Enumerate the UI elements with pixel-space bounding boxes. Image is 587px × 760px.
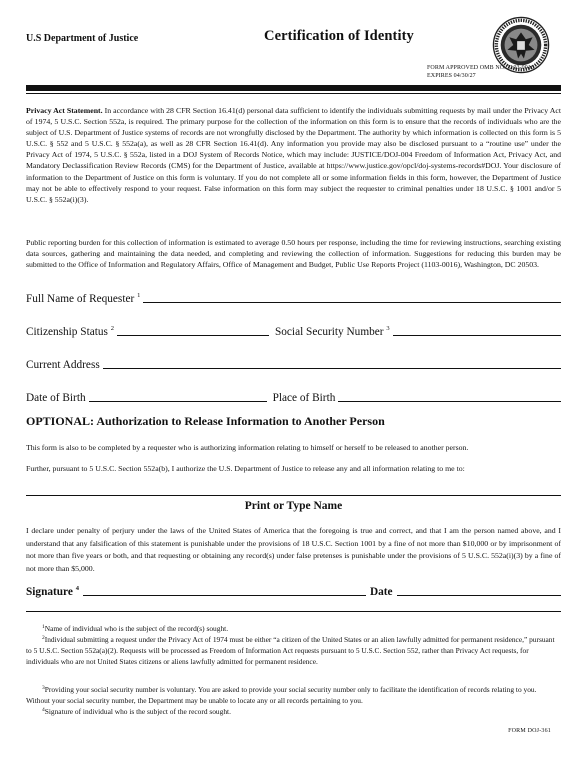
ssn-field[interactable] [393,335,561,336]
ssn-label: Social Security Number $^3$ [274,325,390,338]
full-name-label: Full Name of Requester $^1$ [26,292,141,305]
address-label: Current Address [26,359,100,371]
agency-name: U.S Department of Justice [26,33,139,44]
citizenship-ssn-row [26,320,561,338]
optional-line-1: This form is also to be completed by a requester who is authorizing information relating to himself or herself to be released to another person. [26,443,469,452]
perjury-declaration: I declare under penalty of perjury under the laws of the United States of America that the foregoing is true and correct, and that I am the person named above, and I understand that any falsification of this statement is punishable under the provisions of 18 U.S.C. Section 1001 by a fine of not more than $10,000 or by imprisonment of not more than five years or both, and that requesting or obtaining any record(s) under false pretenses is punishable under the provisions of 5 U.S.C. 552a(i)(3) by a fine of not more than $5,000. [26,526,561,573]
signature-row [26,580,561,598]
omb-approval [427,64,534,80]
citizenship-label: Citizenship Status $^2$ [26,325,114,338]
signature-divider [26,611,561,612]
optional-line-2: Further, pursuant to 5 U.S.C. Section 552a(b), I authorize the U.S. Department of Justice to release any and all information relating to me to: [26,464,465,473]
address-field[interactable] [103,368,561,369]
full-name-field[interactable] [143,302,561,303]
form-number: FORM DOJ-361 [508,728,551,734]
birth-row [26,386,561,404]
privacy-act-lead: Privacy Act Statement. [26,106,103,115]
privacy-act-statement [26,105,561,205]
form-title: Certification of Identity [264,28,414,44]
footnote-3: $^3$Providing your social security number is voluntary. You are asked to provide your social security number only to facilitate the identification of records relating to you. Without your social security number, the Department may be unable to locate any or all records pertaining to you. [26,685,537,705]
omb-expiration: EXPIRES 04/30/27 [427,73,476,79]
address-row [26,353,561,371]
date-field[interactable] [397,595,561,596]
full-name-row [26,287,561,305]
date-label: Date [369,586,393,598]
privacy-act-body: In accordance with 28 CFR Section 16.41(d) personal data sufficient to identify the individuals submitting requests by mail under the Privacy Act of 1974, 5 U.S.C. Section 552a, is required. The primary purpose for the collection of the information on this form is to ensure that the records of individuals who are the subject of U.S. Department of Justice systems of records are not wrongfully disclosed by the Department. The authority by which information is collected on this form is 5 U.S.C. § 552 and 5 U.S.C. § 552a(a), as well as 28 CFR Section 16.41(d). Any information you provide may also be disclosed pursuant to a “routine use” under the Privacy Act of 1974, 5 U.S.C. § 552a, listed in a DOJ System of Records Notice, which may include: JUSTICE/DOJ-004 Freedom of Information Act, Privacy Act, and Mandatory Declassification Review Records (CMS) for the Department of Justice, available at https://www.justice.gov/opcl/doj-systems-records#DOJ. Your disclosure of information to the Department of Justice on this form is voluntary. If you do not complete all or some information fields in this form, however, the Department of Justice may not be able to effectively respond to your request. False information on this form may subject the requester to criminal penalties under 18 U.S.C. § 1001 and/or 5 U.S.C. § 552a(i)(3). [26,106,561,204]
pob-label: Place of Birth [272,392,336,404]
dob-field[interactable] [89,401,267,402]
dob-label: Date of Birth [26,392,86,404]
footnote-4: $^4$Signature of individual who is the subject of the record sought. [42,707,231,716]
header-rule-thick [26,85,561,91]
print-name-label: Print or Type Name [244,500,343,512]
signature-field[interactable] [83,595,366,596]
footnote-1: $^1$Name of individual who is the subject of the record(s) sought. [42,624,229,633]
footnote-2: $^2$Individual submitting a request under the Privacy Act of 1974 must be either “a citizen of the United States or an alien lawfully admitted for permanent residence,” pursuant to 5 U.S.C. Section 552a(a)(2). Requests will be processed as Freedom of Information Act requests pursuant to 5 U.S.C. Section 552, rather than Privacy Act requests, for individuals who are not United States citizens or aliens lawfully admitted for permanent residence. [26,635,555,666]
header-rule-thin [26,93,561,94]
optional-heading: OPTIONAL: Authorization to Release Information to Another Person [26,414,385,428]
citizenship-field[interactable] [117,335,269,336]
omb-number: FORM APPROVED OMB NO. 1103-0016 [427,65,535,71]
authorized-person-field[interactable] [26,495,561,496]
burden-statement: Public reporting burden for this collection of information is estimated to average 0.50 hours per response, including the time for reviewing instructions, searching existing data sources, gathering and maintaining the data needed, and completing and reviewing the collection of information. Suggestions for reducing this burden may be submitted to the Office of Information and Regulatory Affairs, Office of Management and Budget, Public Use Reports Project (1103-0016), Washington, DC 20503. [26,238,561,270]
signature-label: Signature $^4$ [26,585,79,598]
pob-field[interactable] [338,401,561,402]
